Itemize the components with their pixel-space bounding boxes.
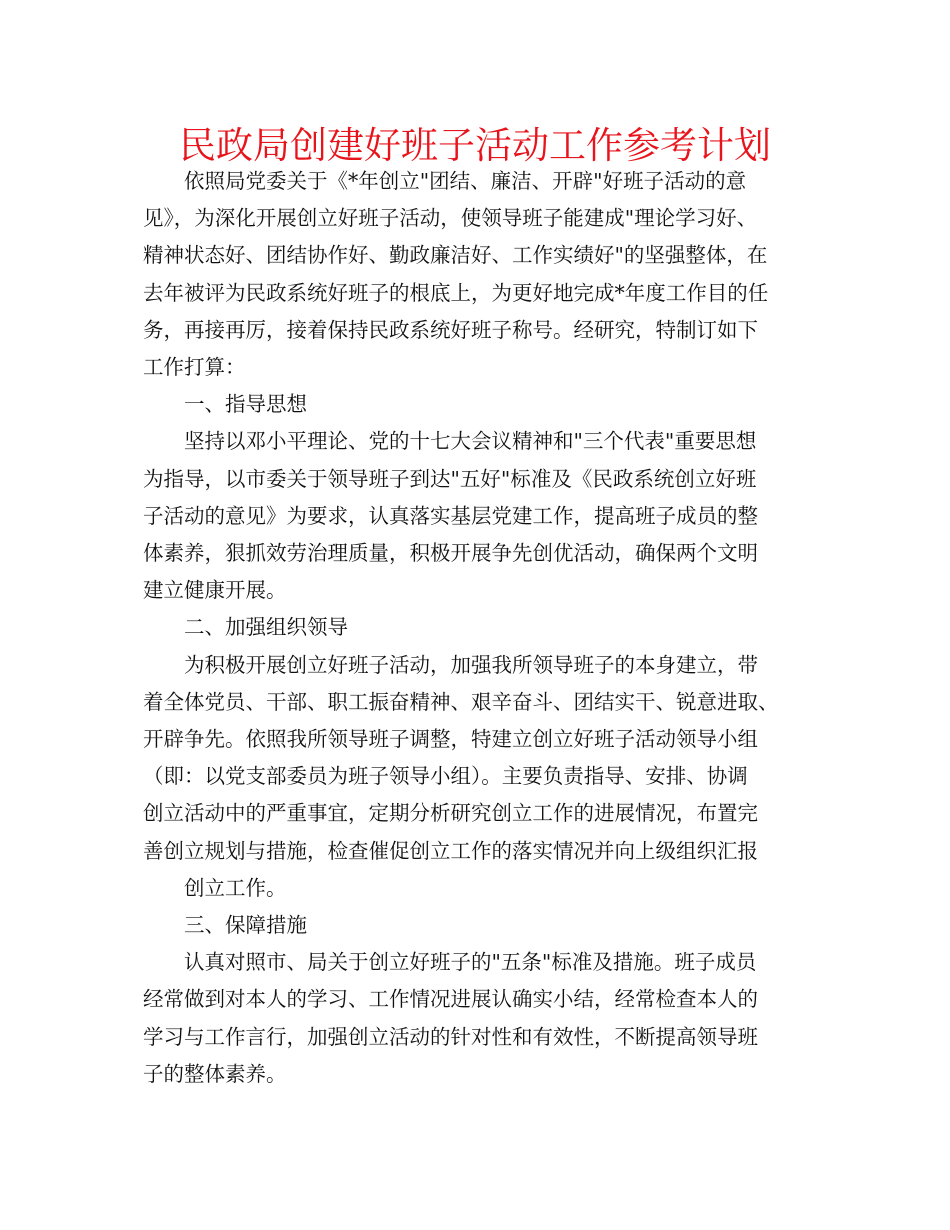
- paragraph-line: 精神状态好、团结协作好、勤政廉洁好、工作实绩好"的坚强整体，在: [143, 243, 768, 268]
- paragraph-line: 创立工作。: [184, 875, 287, 900]
- paragraph-line: 依照局党委关于《*年创立"团结、廉洁、开辟"好班子活动的意: [184, 169, 747, 193]
- paragraph-line: （即：以党支部委员为班子领导小组）。主要负责指导、安排、协调: [143, 764, 748, 789]
- paragraph-line: 善创立规划与措施，检查催促创立工作的落实情况并向上级组织汇报: [143, 838, 758, 863]
- paragraph-line: 学习与工作言行，加强创立活动的针对性和有效性，不断提高领导班: [143, 1024, 758, 1049]
- paragraph-line: 坚持以邓小平理论、党的十七大会议精神和"三个代表"重要思想: [184, 429, 757, 454]
- paragraph-line: 子活动的意见》为要求，认真落实基层党建工作，提高班子成员的整: [143, 503, 758, 528]
- paragraph-line: 经常做到对本人的学习、工作情况进展认确实小结，经常检查本人的: [143, 987, 758, 1012]
- paragraph-line: 工作打算：: [143, 355, 246, 380]
- section-heading: 一、指导思想: [184, 392, 307, 417]
- paragraph-line: 开辟争先。依照我所领导班子调整，特建立创立好班子活动领导小组: [143, 727, 758, 752]
- paragraph-line: 建立健康开展。: [143, 578, 287, 603]
- paragraph-line: 认真对照市、局关于创立好班子的"五条"标准及措施。班子成员: [184, 950, 757, 975]
- section-heading: 二、加强组织领导: [184, 615, 348, 640]
- document-title: 民政局创建好班子活动工作参考计划: [179, 124, 771, 167]
- document-body: [143, 163, 831, 1093]
- paragraph-line: 体素养，狠抓效劳治理质量，积极开展争先创优活动，确保两个文明: [143, 541, 758, 566]
- paragraph-line: 着全体党员、干部、职工振奋精神、艰辛奋斗、团结实干、锐意进取、: [143, 689, 779, 714]
- paragraph-line: 去年被评为民政系统好班子的根底上，为更好地完成*年度工作目的任: [143, 280, 769, 305]
- paragraph-line: 为积极开展创立好班子活动，加强我所领导班子的本身建立，带: [184, 652, 758, 677]
- paragraph-line: 为指导，以市委关于领导班子到达"五好"标准及《民政系统创立好班: [143, 466, 757, 491]
- section-heading: 三、保障措施: [184, 913, 307, 938]
- paragraph-line: 创立活动中的严重事宜，定期分析研究创立工作的进展情况，布置完: [143, 801, 758, 826]
- paragraph-line: 务，再接再厉，接着保持民政系统好班子称号。经研究，特制订如下: [143, 317, 758, 342]
- paragraph-line: 子的整体素养。: [143, 1061, 287, 1086]
- paragraph-line: 见》，为深化开展创立好班子活动，使领导班子能建成"理论学习好、: [143, 206, 758, 231]
